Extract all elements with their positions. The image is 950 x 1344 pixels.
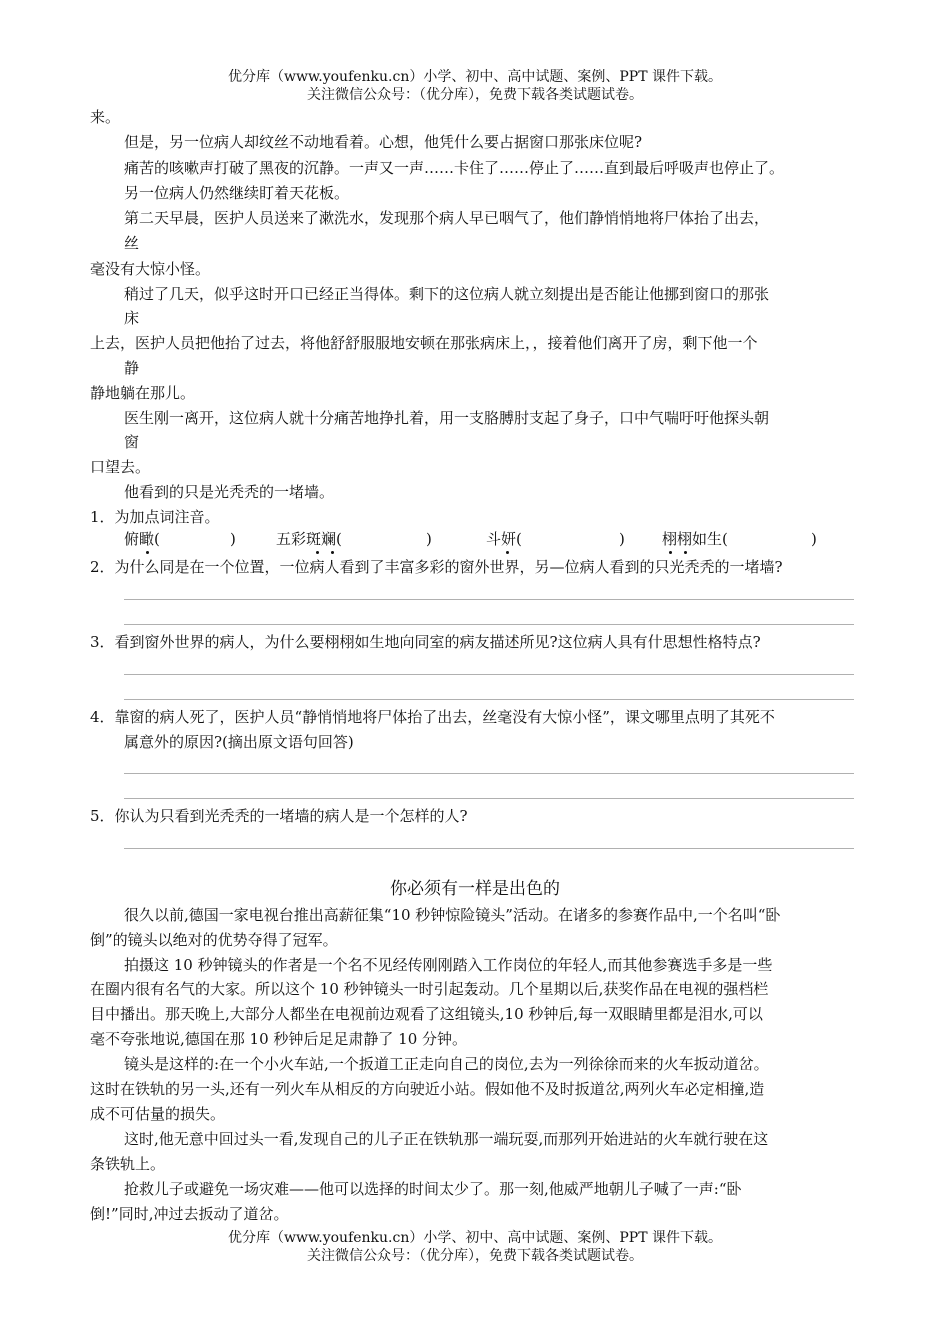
story-line: 丝	[124, 234, 140, 252]
story-line: 床	[124, 309, 140, 327]
article-line: 拍摄这 10 秒钟镜头的作者是一个名不见经传刚刚踏入工作岗位的年轻人,而其他参赛选手多是一些	[124, 956, 773, 974]
footer-line-1: 优分库（www.youfenku.cn）小学、初中、高中试题、案例、PPT 课件下载。	[227, 1230, 722, 1246]
story-line: 稍过了几天，似乎这时开口已经正当得体。剩下的这位病人就立刻提出是否能让他挪到窗口的那张	[124, 285, 770, 303]
article-title: 你必须有一样是出色的	[390, 879, 560, 899]
story-line: 第二天早晨，医护人员送来了漱洗水，发现那个病人早已咽气了，他们静悄悄地将尸体抬了出去，	[124, 209, 770, 227]
pinyin-term-4: 栩栩如生(	[662, 530, 728, 548]
article-line: 这时,他无意中回过头一看,发现自己的儿子正在铁轨那一端玩耍,而那列开始进站的火车就行驶在这	[124, 1130, 769, 1148]
pinyin-term-2: 五彩斑斓(	[276, 530, 342, 548]
answer-line[interactable]	[124, 599, 854, 600]
story-line: 毫没有大惊小怪。	[90, 260, 211, 278]
answer-line[interactable]	[124, 674, 854, 675]
emphasis-dot	[506, 551, 509, 554]
answer-line[interactable]	[124, 798, 854, 799]
story-line: 静地躺在那儿。	[90, 384, 196, 402]
question-2: 2．为什么同是在一个位置，一位病人看到了丰富多彩的窗外世界，另—位病人看到的只光秃秃的一堵墙?	[90, 558, 783, 576]
pinyin-blank-close: )	[619, 530, 625, 548]
emphasis-dot	[146, 551, 149, 554]
pinyin-term-1: 俯瞰(	[124, 530, 160, 548]
story-line: 来。	[90, 108, 121, 126]
footer-line-2: 关注微信公众号：（优分库），免费下载各类试题试卷。	[307, 1248, 643, 1264]
article-line: 条铁轨上。	[90, 1155, 166, 1173]
answer-line[interactable]	[124, 848, 854, 849]
question-4-cont: 属意外的原因?(摘出原文语句回答)	[124, 733, 354, 751]
pinyin-blank-close: )	[811, 530, 817, 548]
header-line-2: 关注微信公众号：（优分库），免费下载各类试题试卷。	[307, 87, 643, 103]
article-line: 很久以前,德国一家电视台推出高薪征集“10 秒钟惊险镜头”活动。在诸多的参赛作品中,一个名叫“卧	[124, 906, 781, 924]
question-3: 3．看到窗外世界的病人，为什么要栩栩如生地向同室的病友描述所见?这位病人具有什思想性格特点?	[90, 633, 761, 651]
story-line: 另一位病人仍然继续盯着天花板。	[124, 184, 350, 202]
emphasis-dot	[316, 551, 319, 554]
answer-line[interactable]	[124, 773, 854, 774]
story-line: 窗	[124, 433, 140, 451]
story-line: 静	[124, 359, 140, 377]
story-line: 但是，另一位病人却纹丝不动地看着。心想，他凭什么要占据窗口那张床位呢?	[124, 133, 643, 151]
article-line: 毫不夸张地说,德国在那 10 秒钟后足足肃静了 10 分钟。	[90, 1030, 468, 1048]
answer-line[interactable]	[124, 624, 854, 625]
article-line: 倒!”同时,冲过去扳动了道岔。	[90, 1205, 289, 1223]
story-line: 口望去。	[90, 458, 151, 476]
article-line: 镜头是这样的:在一个小火车站,一个扳道工正走向自己的岗位,去为一列徐徐而来的火车扳动道岔。	[124, 1055, 769, 1073]
story-line: 上去，医护人员把他抬了过去，将他舒舒服服地安顿在那张病床上，，接着他们离开了房，剩下他一个	[90, 334, 758, 352]
story-line: 医生刚一离开，这位病人就十分痛苦地挣扎着，用一支胳膊肘支起了身子，口中气喘吁吁他探头朝	[124, 409, 770, 427]
article-line: 倒”的镜头以绝对的优势夺得了冠军。	[90, 931, 338, 949]
answer-line[interactable]	[124, 699, 854, 700]
emphasis-dot	[669, 551, 672, 554]
pinyin-blank-close: )	[230, 530, 236, 548]
article-line: 成不可估量的损失。	[90, 1105, 226, 1123]
header-line-1: 优分库（www.youfenku.cn）小学、初中、高中试题、案例、PPT 课件下载。	[227, 69, 722, 85]
article-line: 目中播出。那天晚上,大部分人都坐在电视前边观看了这组镜头,10 秒钟后,每一双眼睛里都是泪水,可以	[90, 1005, 763, 1023]
story-line: 痛苦的咳嗽声打破了黑夜的沉静。一声又一声……卡住了……停止了……直到最后呼吸声也停止了。	[124, 159, 785, 177]
article-line: 在圈内很有名气的大家。所以这个 10 秒钟镜头一时引起轰动。几个星期以后,获奖作品在电视的强档栏	[90, 980, 769, 998]
article-line: 这时在铁轨的另一头,还有一列火车从相反的方向驶近小站。假如他不及时扳道岔,两列火车必定相撞,造	[90, 1080, 765, 1098]
question-5: 5．你认为只看到光秃秃的一堵墙的病人是一个怎样的人?	[90, 807, 468, 825]
question-4: 4．靠窗的病人死了，医护人员“静悄悄地将尸体抬了出去，丝毫没有大惊小怪”，课文哪里点明了其死不	[90, 708, 775, 726]
emphasis-dot	[331, 551, 334, 554]
question-1: 1．为加点词注音。	[90, 508, 220, 526]
pinyin-blank-close: )	[426, 530, 432, 548]
article-line: 抢救儿子或避免一场灾难——他可以选择的时间太少了。那一刻,他威严地朝儿子喊了一声:“卧	[124, 1180, 742, 1198]
pinyin-term-3: 斗妍(	[486, 530, 522, 548]
emphasis-dot	[684, 551, 687, 554]
story-line: 他看到的只是光秃秃的一堵墙。	[124, 483, 335, 501]
